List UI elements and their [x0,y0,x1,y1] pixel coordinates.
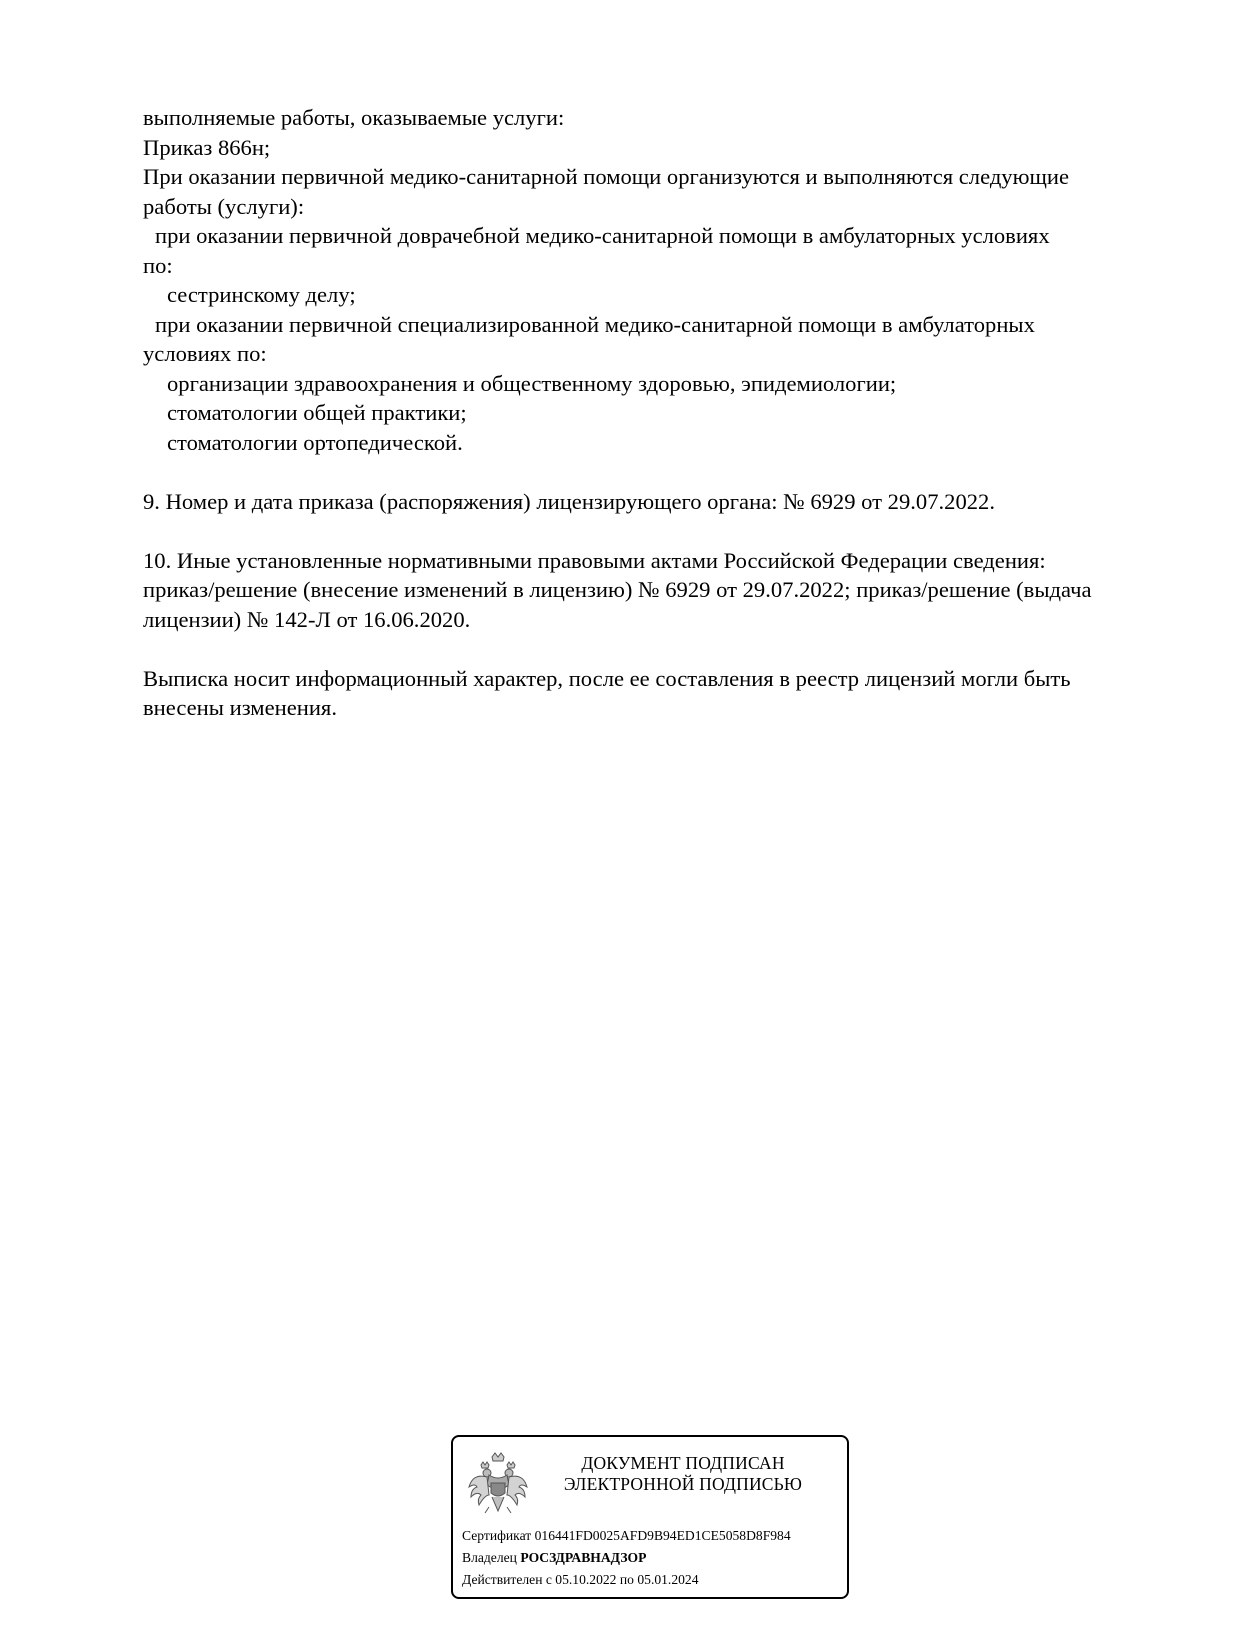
text-line: стоматологии ортопедической. [167,429,463,455]
validity-row: Действителен с 05.10.2022 по 05.01.2024 [462,1572,699,1587]
paragraph-gap [143,516,1163,546]
russian-coat-of-arms-icon [467,1451,529,1521]
document-body [143,103,1163,723]
text-line: сестринскому делу; [167,282,356,307]
item-10-line: 10. Иные установленные нормативными правовыми актами Российской Федерации сведения: [143,547,1046,573]
disclaimer-line: Выписка носит информационный характер, после ее составления в реестр лицензий могли быть [143,665,1071,691]
text-line: при оказании первичной специализированной медико-санитарной помощи в амбулаторных [155,311,1035,337]
owner-label: Владелец [462,1550,517,1565]
stamp-title-line: ЭЛЕКТРОННОЙ ПОДПИСЬЮ [563,1474,803,1494]
text-line: при оказании первичной доврачебной медико-санитарной помощи в амбулаторных условиях [155,223,1050,248]
item-10-line: лицензии) № 142-Л от 16.06.2020. [143,606,471,632]
stamp-title-line: ДОКУМЕНТ ПОДПИСАН [581,1453,785,1473]
stamp-title [543,1453,823,1495]
certificate-label: Сертификат [462,1528,532,1543]
stamp-details [462,1525,791,1591]
item-10-line: приказ/решение (внесение изменений в лицензию) № 6929 от 29.07.2022; приказ/решение (выдача [143,577,1092,602]
certificate-row [462,1525,791,1547]
owner-row [462,1547,791,1569]
text-line: выполняемые работы, оказываемые услуги: [143,105,565,130]
text-line: При оказании первичной медико-санитарной помощи организуются и выполняются следующие [143,164,1070,189]
electronic-signature-stamp [451,1435,849,1599]
owner-value: РОСЗДРАВНАДЗОР [520,1550,647,1565]
certificate-value: 016441FD0025AFD9B94ED1CE5058D8F984 [534,1528,791,1543]
text-line: организации здравоохранения и общественному здоровью, эпидемиологии; [167,370,897,396]
paragraph-gap [143,634,1163,664]
text-line: Приказ 866н; [143,134,271,160]
text-line: работы (услуги): [143,193,305,219]
text-line: условиях по: [143,341,267,366]
text-line: по: [143,252,173,278]
paragraph-gap [143,457,1163,487]
item-9-order-number: 9. Номер и дата приказа (распоряжения) лицензирующего органа: № 6929 от 29.07.2022. [143,488,995,514]
disclaimer-line: внесены изменения. [143,695,337,720]
text-line: стоматологии общей практики; [167,400,467,425]
